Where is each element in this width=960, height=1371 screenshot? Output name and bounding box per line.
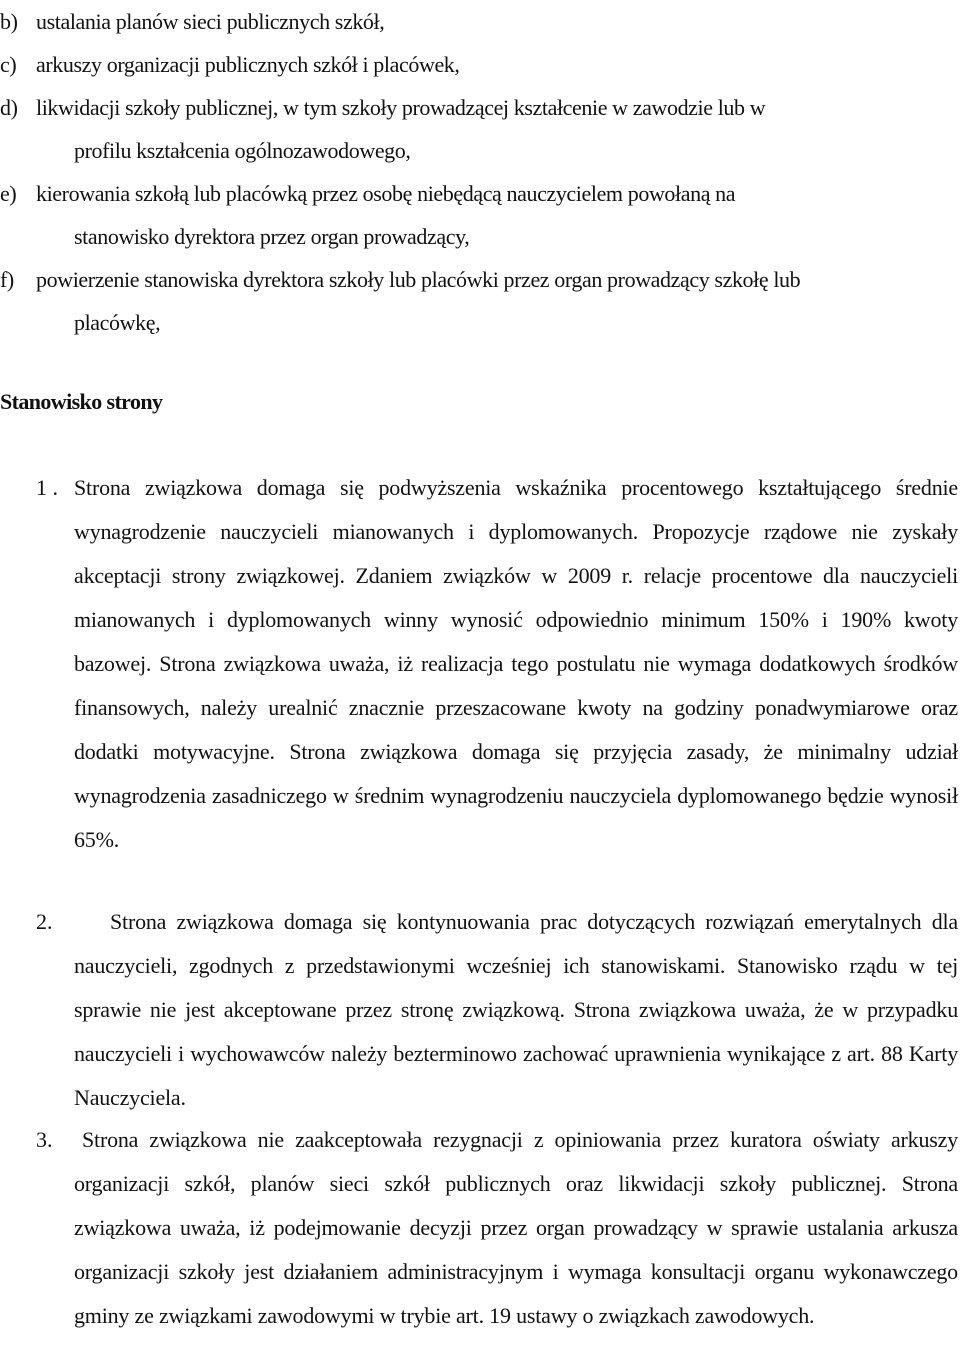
list-item-text: likwidacji szkoły publicznej, w tym szkoły prowadzącej kształcenie w zawodzie lub w [36,95,766,120]
list-marker: b) [0,9,18,34]
numbered-point [0,466,960,862]
point-number: 2. [36,909,53,934]
list-item-text-continued: stanowisko dyrektora przez organ prowadzący, [74,224,470,249]
list-item-text-continued: placówkę, [74,310,161,335]
list-item [0,43,960,86]
point-text: Strona związkowa domaga się podwyższenia wskaźnika procentowego kształtującego średnie wynagrodzenie nauczycieli mianowanych i dyplomowanych. Propozycje rządowe nie zyskały akceptacji strony związkowej. Zdaniem związków w 2009 r. relacje procentowe dla nauczycieli mianowanych i dyplomowanych winny wynosić odpowiednio minimum 150% i 190% kwoty bazowej. Strona związkowa uważa, iż realizacja tego postulatu nie wymaga dodatkowych środków finansowych, należy urealnić znacznie przeszacowane kwoty na godziny ponadwymiarowe oraz dodatki motywacyjne. Strona związkowa domaga się przyjęcia zasady, że minimalny udział wynagrodzenia zasadniczego w średnim wynagrodzeniu nauczyciela dyplomowanego będzie wynosił 65%. [74,475,958,852]
section-heading: Stanowisko strony [0,389,163,414]
numbered-point [0,1118,960,1338]
list-marker: d) [0,95,18,120]
point-text: Strona związkowa nie zaakceptowała rezygnacji z opiniowania przez kuratora oświaty arkuszy organizacji szkół, planów sieci szkół publicznych oraz likwidacji szkoły publicznej. Strona związkowa uważa, iż podejmowanie decyzji przez organ prowadzący w sprawie ustalania arkusza organizacji szkoły jest działaniem administracyjnym i wymaga konsultacji organu wykonawczego gminy ze związkami zawodowymi w trybie art. 19 ustawy o związkach zawodowych. [74,1127,958,1328]
list-item-text: arkuszy organizacji publicznych szkół i placówek, [36,52,460,77]
lettered-list [0,0,960,344]
list-item-text-continued: profilu kształcenia ogólnozawodowego, [74,138,411,163]
list-marker: f) [0,267,14,292]
list-item-text: kierowania szkołą lub placówką przez osobę niebędącą nauczycielem powołaną na [36,181,736,206]
list-item [0,258,960,344]
point-number: 3. [36,1127,53,1152]
list-item-text: powierzenie stanowiska dyrektora szkoły lub placówki przez organ prowadzący szkołę lub [36,267,801,292]
point-text: Strona związkowa domaga się kontynuowania prac dotyczących rozwiązań emerytalnych dla nauczycieli, zgodnych z przedstawionymi wcześniej ich stanowiskami. Stanowisko rządu w tej sprawie nie jest akceptowane przez stronę związkową. Strona związkowa uważa, że w przypadku nauczycieli i wychowawców należy bezterminowo zachować uprawnienia wynikające z art. 88 Karty Nauczyciela. [74,909,958,1110]
list-marker: c) [0,52,17,77]
point-number: 1 . [36,475,58,500]
list-item [0,0,960,43]
list-marker: e) [0,181,17,206]
list-item [0,86,960,172]
list-item-text: ustalania planów sieci publicznych szkół, [36,9,385,34]
list-item [0,172,960,258]
numbered-point [0,900,960,1120]
